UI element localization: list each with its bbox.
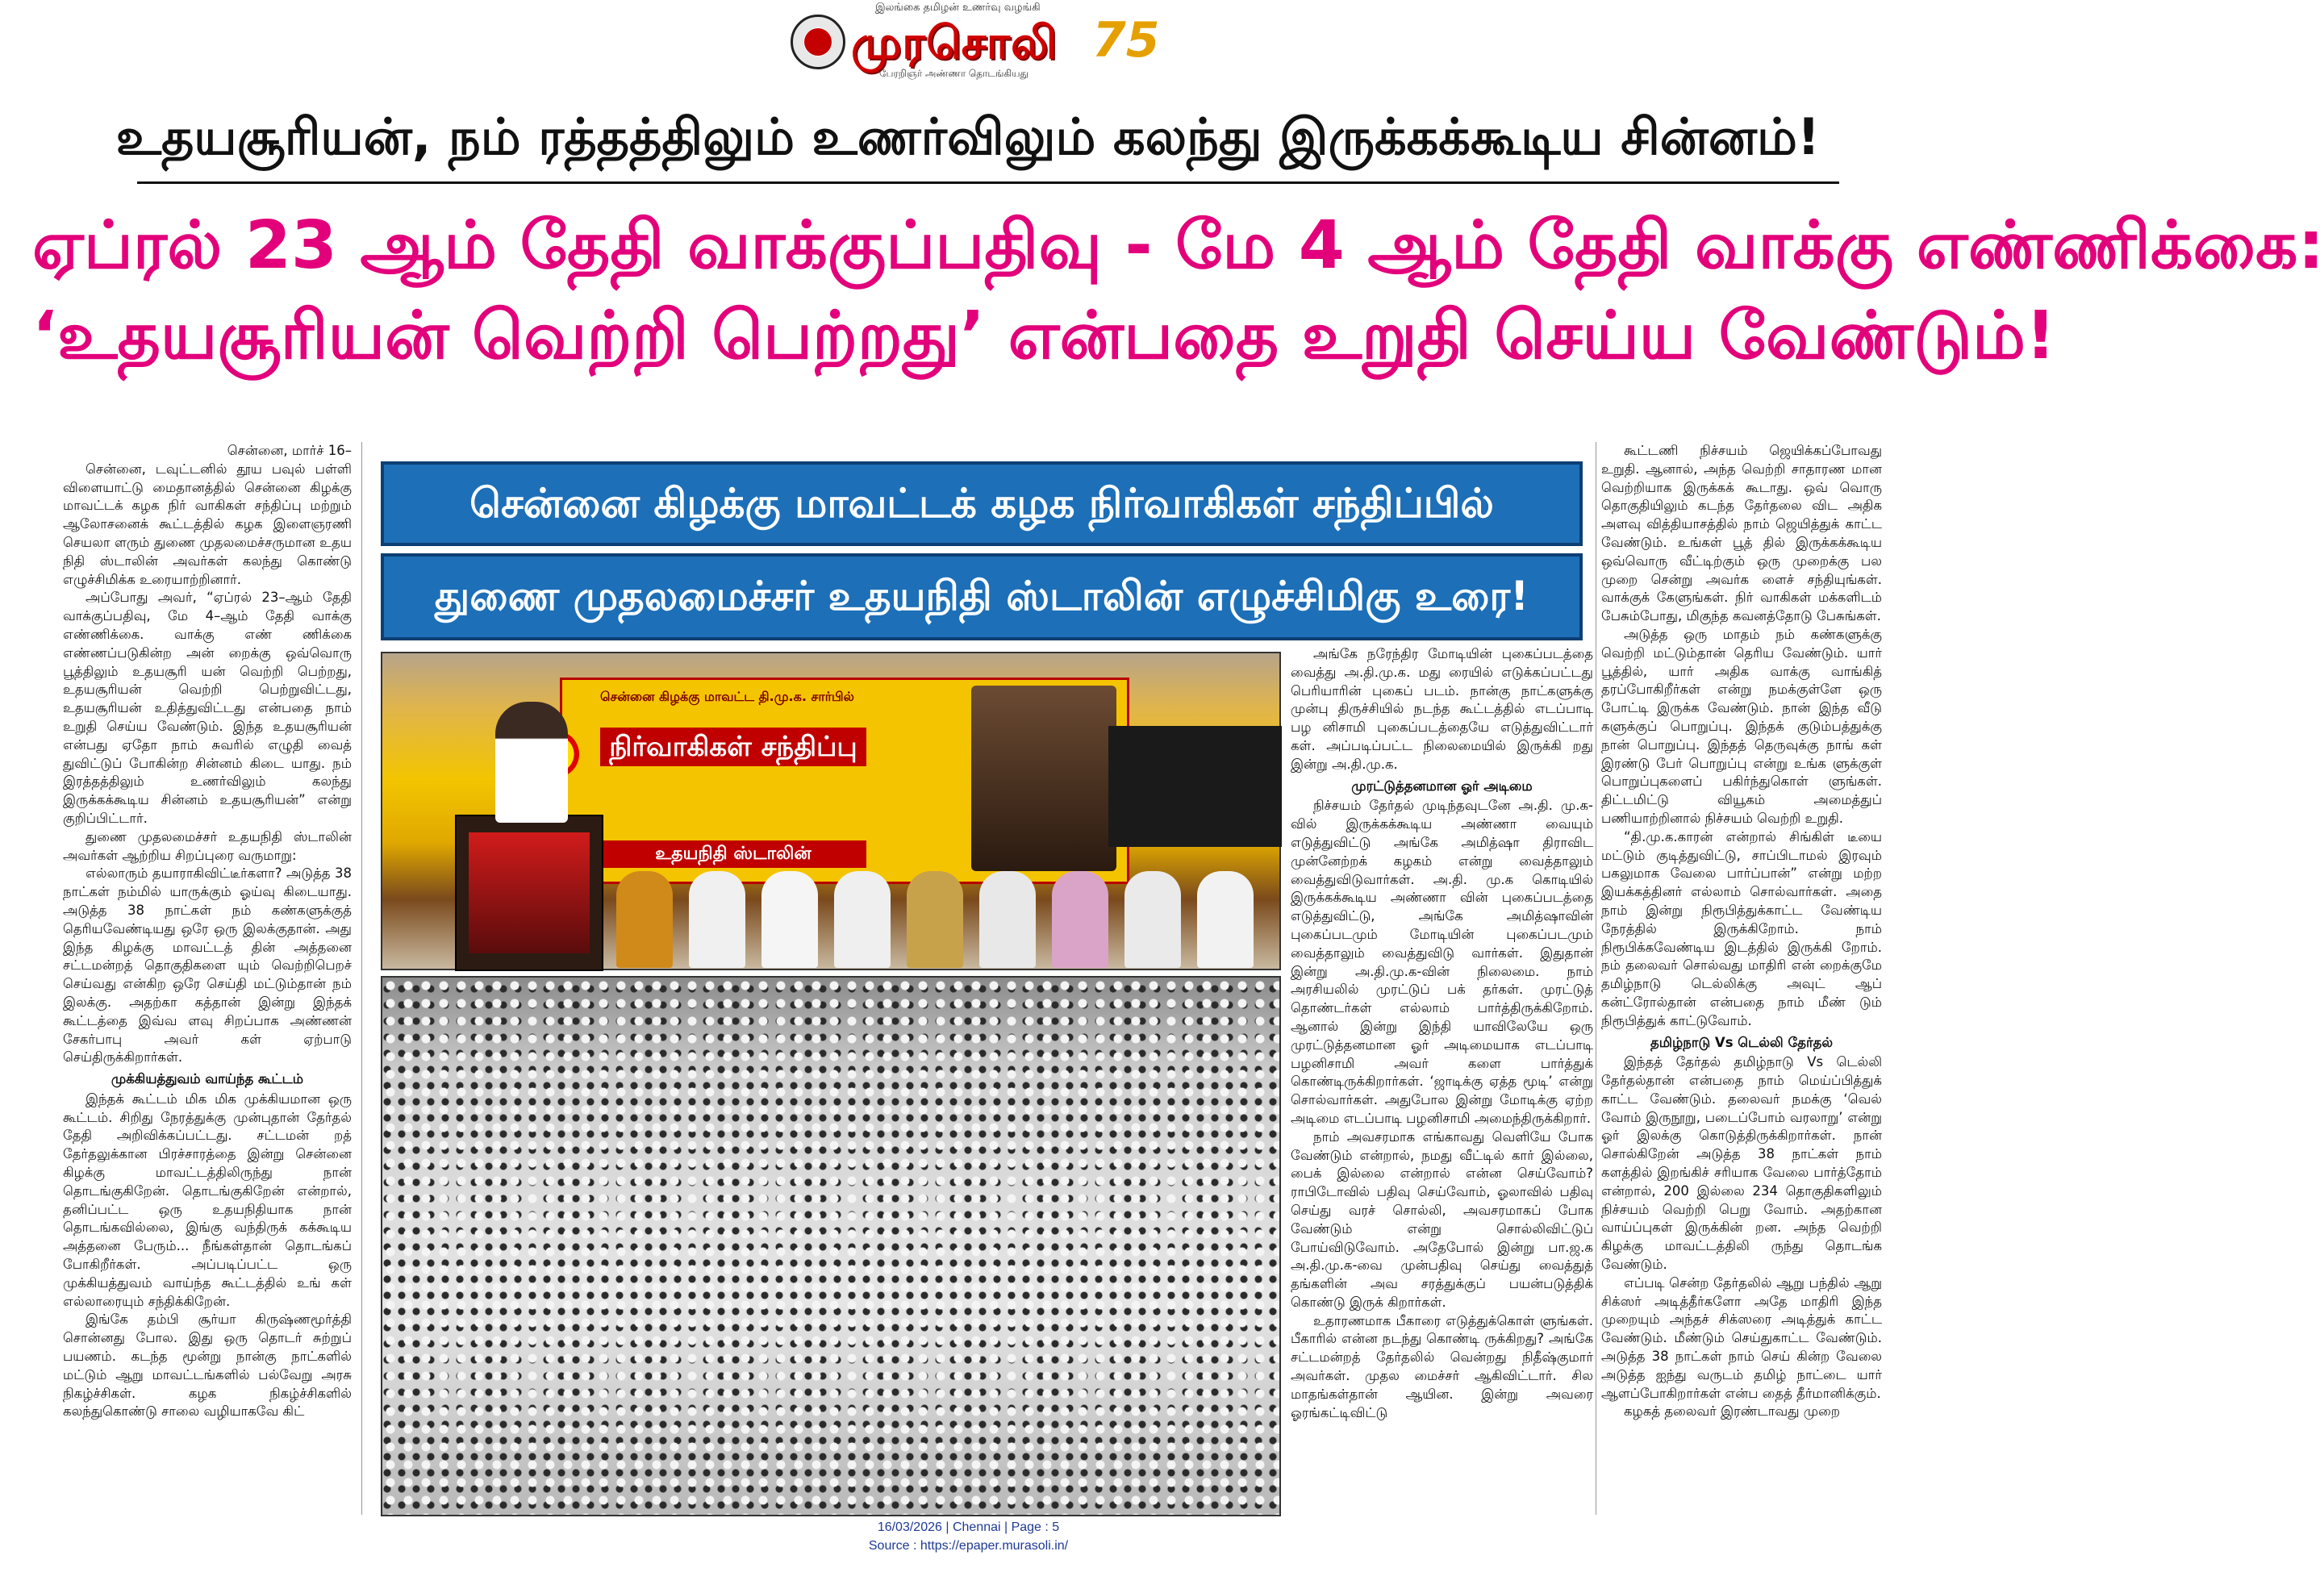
led-screen (1108, 726, 1282, 847)
subheading: தமிழ்நாடு Vs டெல்லி தேர்தல் (1650, 1034, 1834, 1050)
article-column-left (63, 442, 352, 1495)
seated-guest (1052, 871, 1108, 968)
paragraph: இங்கே தம்பி சூர்யா கிருஷ்ணமூர்த்தி சொன்னது போல. இது ஒரு தொடர் சுற்றுப் பயணம். கடந்த மூன்று நான்கு நாட்களில் மட்டும் ஆறு மாவட்டங்களில் பல்வேறு அரசு நிகழ்ச்சிகள். கழக நிகழ்ச்சிகளில் கலந்துகொண்டு சாலை வழியாகவே கிட் (63, 1312, 352, 1420)
seated-guest (616, 871, 673, 968)
seated-guest (761, 871, 818, 968)
column-divider (361, 442, 362, 1515)
speaker-figure (495, 702, 568, 823)
headline-divider (137, 181, 1839, 184)
masthead-tagline: இலங்கை தமிழன் உணர்வு வழங்கி (875, 2, 1041, 14)
masthead-subtagline: பேரறிஞர் அண்ணா தொடங்கியது (879, 68, 1028, 79)
newspaper-logo: முரசொலி (851, 17, 1058, 69)
seated-guest (1197, 871, 1254, 968)
event-banner-line2: துணை முதலமைச்சர் உதயநிதி ஸ்டாலின் எழுச்சிமிகு உரை! (381, 553, 1583, 640)
backdrop-title: நிர்வாகிகள் சந்திப்பு (600, 728, 866, 766)
seated-guest (979, 871, 1036, 968)
paragraph: அங்கே நரேந்திர மோடியின் புகைப்படத்தை வைத்து அ.தி.மு.க. மது ரையில் எடுக்கப்பட்டது பெரியாரின் புகைப் படம். நான்கு நாட்களுக்கு முன்பு திருச்சியில் நடந்த கூட்டத்தில் எடப்பாடி பழ னிசாமி புகைப்படத்தையே எடுத்துவிட்டார் கள். அப்படிப்பட்ட நிலைமையில் இருக்கி றது இன்று அ.தி.மு.க. (1291, 646, 1593, 772)
speaker-portrait (971, 686, 1116, 871)
stage-photo (381, 652, 1281, 970)
seated-guest (834, 871, 891, 968)
paragraph: சென்னை, டவுட்டனில் தூய பவுல் பள்ளி விளையாட்டு மைதானத்தில் சென்னை கிழக்கு மாவட்டக் கழக நிர் வாகிகள் சந்திப்பு மற்றும் ஆலோசனைக் கூட்டத்தில் கழக இளைஞரணி செயலா ளரும் துணை முதலமைச்சருமான உதய நிதி ஸ்டாலின் அவர்கள் கலந்து கொண்டு எழுச்சிமிக்க உரையாற்றினார். (63, 461, 352, 587)
paragraph: கூட்டணி நிச்சயம் ஜெயிக்கப்போவது உறுதி. ஆனால், அந்த வெற்றி சாதாரண மான வெற்றியாக இருக்கக் கூடாது. ஒவ் வொரு தொகுதியிலும் கடந்த தேர்தலை விட அதிக அளவு வித்தியாசத்தில் நாம் ஜெயித்துக் காட்ட வேண்டும். உங்கள் பூத் தில் இருக்கக்கூடிய ஒவ்வொரு வீட்டிற்கும் ஒரு முறைக்கு பல முறை சென்று அவர்க ளைச் சந்தியுங்கள். வாக்குக் கேளுங்கள். நிர் வாகிகள் மக்களிடம் பேசும்போது, மிகுந்த கவனத்தோடு பேசுங்கள். (1601, 443, 1882, 624)
paragraph: அடுத்த ஒரு மாதம் நம் கண்களுக்கு வெற்றி மட்டும்தான் தெரிய வேண்டும். யார் பூத்தில், யார் அதிக வாக்கு வாங்கித் தரப்போகிறீர்கள் என்று நமக்குள்ளே ஒரு போட்டி இருக்க வேண்டும். நான் இந்த வீடு களுக்குப் பொறுப்பு. இந்தக் குடும்பத்துக்கு நான் பொறுப்பு. இந்தத் தெருவுக்கு நாங் கள் இரண்டு பேர் பொறுப்பு என்று உங்க ளுக்குள் பொறுப்புகளைப் பகிர்ந்துகொள் ளுங்கள். திட்டமிட்டு வியூகம் அமைத்துப் பணியாற்றினால் நிச்சயம் வெற்றி உறுதி. (1601, 626, 1882, 826)
paragraph: நாம் அவசரமாக எங்காவது வெளியே போக வேண்டும் என்றால், நமது வீட்டில் கார் இல்லை, பைக் இல்லை என்றால் என்ன செய்வோம்? ராபிடோவில் பதிவு செய்வோம், ஓலாவில் பதிவு செய்து வரச் சொல்லி, அவசரமாகப் போக வேண்டும் என்று சொல்லிவிட்டுப் போய்விடுவோம். அதேபோல் இன்று பா.ஜ.க அ.தி.மு.க-வை முன்பதிவு செய்து வைத்துத் தங்களின் அவ சரத்துக்குப் பயன்படுத்திக் கொண்டு இருக் கிறார்கள். (1291, 1128, 1593, 1310)
paragraph: உதாரணமாக பீகாரை எடுத்துக்கொள் ளுங்கள். பீகாரில் என்ன நடந்து கொண்டி ருக்கிறது? அங்கே சட்டமன்றத் தேர்தலில் வென்றது நிதீஷ்குமார் அவர்கள். முதல மைச்சர் ஆகிவிட்டார். சில மாதங்கள்தான் ஆயின. இன்று அவரை ஓரங்கட்டிவிட்டு (1291, 1312, 1593, 1420)
paragraph: “தி.மு.க.காரன் என்றால் சிங்கிள் டீயை மட்டும் குடித்துவிட்டு, சாப்பிடாமல் இரவும் பகலுமாக வேலை பார்ப்பான்” என்று மற்ற இயக்கத்தினர் எல்லாம் சொல்வார்கள். அதை நாம் இன்று நிரூபித்துக்காட்ட வேண்டிய நேரத்தில் இருக்கிறோம். நாம் நிரூபிக்கவேண்டிய இடத்தில் இருக்கி றோம். நம் தலைவர் சொல்வது மாதிரி என் றைக்குமே தமிழ்நாடு டெல்லிக்கு அவுட் ஆப் கன்ட்ரோல்தான் என்பதை நாம் மீண் டும் நிரூபித்துக் காட்டுவோம். (1601, 828, 1882, 1028)
backdrop-name: உதயநிதி ஸ்டாலின் (600, 840, 866, 868)
page-footer-source: Source : https://epaper.murasoli.in/ (868, 1539, 1069, 1553)
paragraph: கழகத் தலைவர் இரண்டாவது முறை (1624, 1403, 1840, 1420)
seated-guest (689, 871, 745, 968)
page-footer-date: 16/03/2026 | Chennai | Page : 5 (877, 1520, 1060, 1534)
main-headline-line1: ஏப்ரல் 23 ஆம் தேதி வாக்குப்பதிவு - மே 4 ஆம் தேதி வாக்கு எண்ணிக்கை: (32, 207, 2324, 284)
anniversary-badge (1081, 12, 1160, 71)
seated-guest (1124, 871, 1181, 968)
paragraph: எப்படி சென்ற தேர்தலில் ஆறு பந்தில் ஆறு சிக்ஸர் அடித்தீர்களோ அதே மாதிரி இந்த முறையும் அந்தச் சிக்ஸரை அடித்துக் காட்ட வேண்டும். மீண்டும் செய்துகாட்ட வேண்டும். அடுத்த 38 நாட்கள் நாம் செய் கின்ற வேலை அடுத்த ஐந்து வருடம் தமிழ் நாட்டை யார் ஆளப்போகிறார்கள் என்ப தைத் தீர்மானிக்கும். (1601, 1274, 1882, 1401)
podium (455, 815, 603, 971)
paragraph: இந்தத் தேர்தல் தமிழ்நாடு Vs டெல்லி தேர்தல்தான் என்பதை நாம் மெய்ப்பித்துக் காட்ட வேண்டும். தலைவர் நமக்கு ‘வெல் வோம் இருநூறு, படைப்போம் வரலாறு’ என்று ஓர் இலக்கு கொடுத்திருக்கிறார்கள். நான் சொல்கிறேன் அடுத்த 38 நாட்கள் நாம் களத்தில் இறங்கிச் சரியாக வேலை பார்த்தோம் என்றால், 200 இல்லை 234 தொகுதிகளிலும் நிச்சயம் வெற்றி பெறு வோம். அதற்கான வாய்ப்புகள் இருக்கின் றன. அந்த வெற்றி கிழக்கு மாவட்டத்திலி ருந்து தொடங்க வேண்டும். (1601, 1054, 1882, 1273)
paragraph: எல்லாரும் தயாராகிவிட்டீர்களா? அடுத்த 38 நாட்கள் நம்மில் யாருக்கும் ஓய்வு கிடையாது. அடுத்த 38 நாட்கள் நம் கண்களுக்குத் தெரியவேண்டியது ஒரே ஒரு இலக்குதான். அது இந்த கிழக்கு மாவட்டத் தின் அத்தனை சட்டமன்றத் தொகுதிகளை யும் வெற்றிபெறச் செய்வது என்கிற ஒரே செய்தி மட்டும்தான் நம் இலக்கு. அதற்கா கத்தான் இன்று இந்தக் கூட்டத்தை இவ்வ ளவு சிறப்பாக அண்ணன் சேகர்பாபு அவர் கள் ஏற்பாடு செய்திருக்கிறார்கள். (63, 865, 352, 1065)
paragraph: நிச்சயம் தேர்தல் முடிந்தவுடனே அ.தி. மு.க-வில் இருக்கக்கூடிய அண்ணா வையும் எடுத்துவிட்டு அங்கே அமித்ஷா திராவிட முன்னேற்றக் கழகம் என்று வைத்தாலும் வைத்துவிடுவார்கள். அ.தி. மு.க கொடியில் இருக்கக்கூடிய அண்ணா வின் புகைப்படத்தை எடுத்துவிட்டு, அங்கே அமித்ஷாவின் புகைப்படமும் மோடியின் புகைப்படமும் வைத்தாலும் வைத்துவிடு வார்கள். இதுதான் இன்று அ.தி.மு.க-வின் நிலைமை. நாம் அரசியலில் முரட்டுப் பக் தர்கள். முரட்டுத் தொண்டர்கள் எல்லாம் பார்த்திருக்கிறோம். ஆனால் இன்று இந்தி யாவிலேயே ஒரு முரட்டுத்தனமான ஓர் அடிமையாக எடப்பாடி பழனிசாமி அவர் களை பார்த்துக் கொண்டிருக்கிறார்கள். ‘ஜாடிக்கு ஏத்த மூடி’ என்று சொல்வார்கள். அதுபோல இன்று மோடிக்கு ஏற்ற அடிமை எடப்பாடி பழனிசாமி அமைந்திருக்கிறார். (1291, 798, 1593, 1126)
backdrop-text: சென்னை கிழக்கு மாவட்ட தி.மு.க. சார்பில் (600, 689, 854, 704)
crowd-photo (381, 976, 1281, 1516)
paragraph: இந்தக் கூட்டம் மிக மிக முக்கியமான ஒரு கூட்டம். சிறிது நேரத்துக்கு முன்புதான் தேர்தல் தேதி அறிவிக்கப்பட்டது. சட்டமன் றத் தேர்தலுக்கான பிரச்சாரத்தை இன்று சென்னை கிழக்கு மாவட்டத்திலிருந்து நான் தொடங்குகிறேன். தொடங்குகிறேன் என்றால், தனிப்பட்ட ஒரு உதயநிதியாக நான் தொடங்கவில்லை, இங்கு வந்திருக் கக்கூடிய அத்தனை பேரும்... நீங்கள்தான் தொடங்கப் போகிறீர்கள். அப்படிப்பட்ட ஒரு முக்கியத்துவம் வாய்ந்த கூட்டத்தில் உங் கள் எல்லாரையும் சந்திக்கிறேன். (63, 1090, 352, 1309)
subheading: முக்கியத்துவம் வாய்ந்த கூட்டம் (111, 1071, 304, 1087)
paragraph: அப்போது அவர், “ஏப்ரல் 23–ஆம் தேதி வாக்குப்பதிவு, மே 4–ஆம் தேதி வாக்கு எண்ணிக்கை. வாக்கு எண் ணிக்கை எண்ணப்படுகின்ற அன் றைக்கு ஒவ்வொரு பூத்திலும் உதயசூரி யன் வெற்றி பெற்றது, உதயசூரியன் வெற்றி பெற்றுவிட்டது, உதயசூரியன் உதித்துவிட்டது என்பதை நாம் உறுதி செய்ய வேண்டும். இந்த உதயசூரியன் என்பது ஏதோ நாம் சுவரில் எழுதி வைத் துவிட்டுப் போகின்ற சின்னம் கிடை யாது. நம் இரத்தத்திலும் உணர்விலும் கலந்து இருக்கக்கூடிய சின்னம் உதயசூரியன்” என்று குறிப்பிட்டார். (63, 590, 352, 826)
seated-guest (907, 871, 963, 968)
anniversary-number: 75 (1092, 12, 1160, 69)
main-headline-line2: ‘உதயசூரியன் வெற்றி பெற்றது’ என்பதை உறுதி செய்ய வேண்டும்! (32, 298, 2056, 374)
subheading: முரட்டுத்தனமான ஓர் அடிமை (1351, 778, 1533, 794)
party-emblem-icon (791, 15, 845, 69)
paragraph: துணை முதலமைச்சர் உதயநிதி ஸ்டாலின் அவர்கள் ஆற்றிய சிறப்புரை வருமாறு: (63, 828, 352, 863)
article-column-right (1601, 442, 1882, 1519)
top-headline: உதயசூரியன், நம் ரத்தத்திலும் உணர்விலும் கலந்து இருக்கக்கூடிய சின்னம்! (115, 107, 1821, 166)
event-banner-line1: சென்னை கிழக்கு மாவட்டக் கழக நிர்வாகிகள் சந்திப்பில் (381, 461, 1583, 546)
dateline: சென்னை, மார்ச் 16– (227, 443, 352, 458)
article-column-middle (1291, 645, 1593, 1549)
